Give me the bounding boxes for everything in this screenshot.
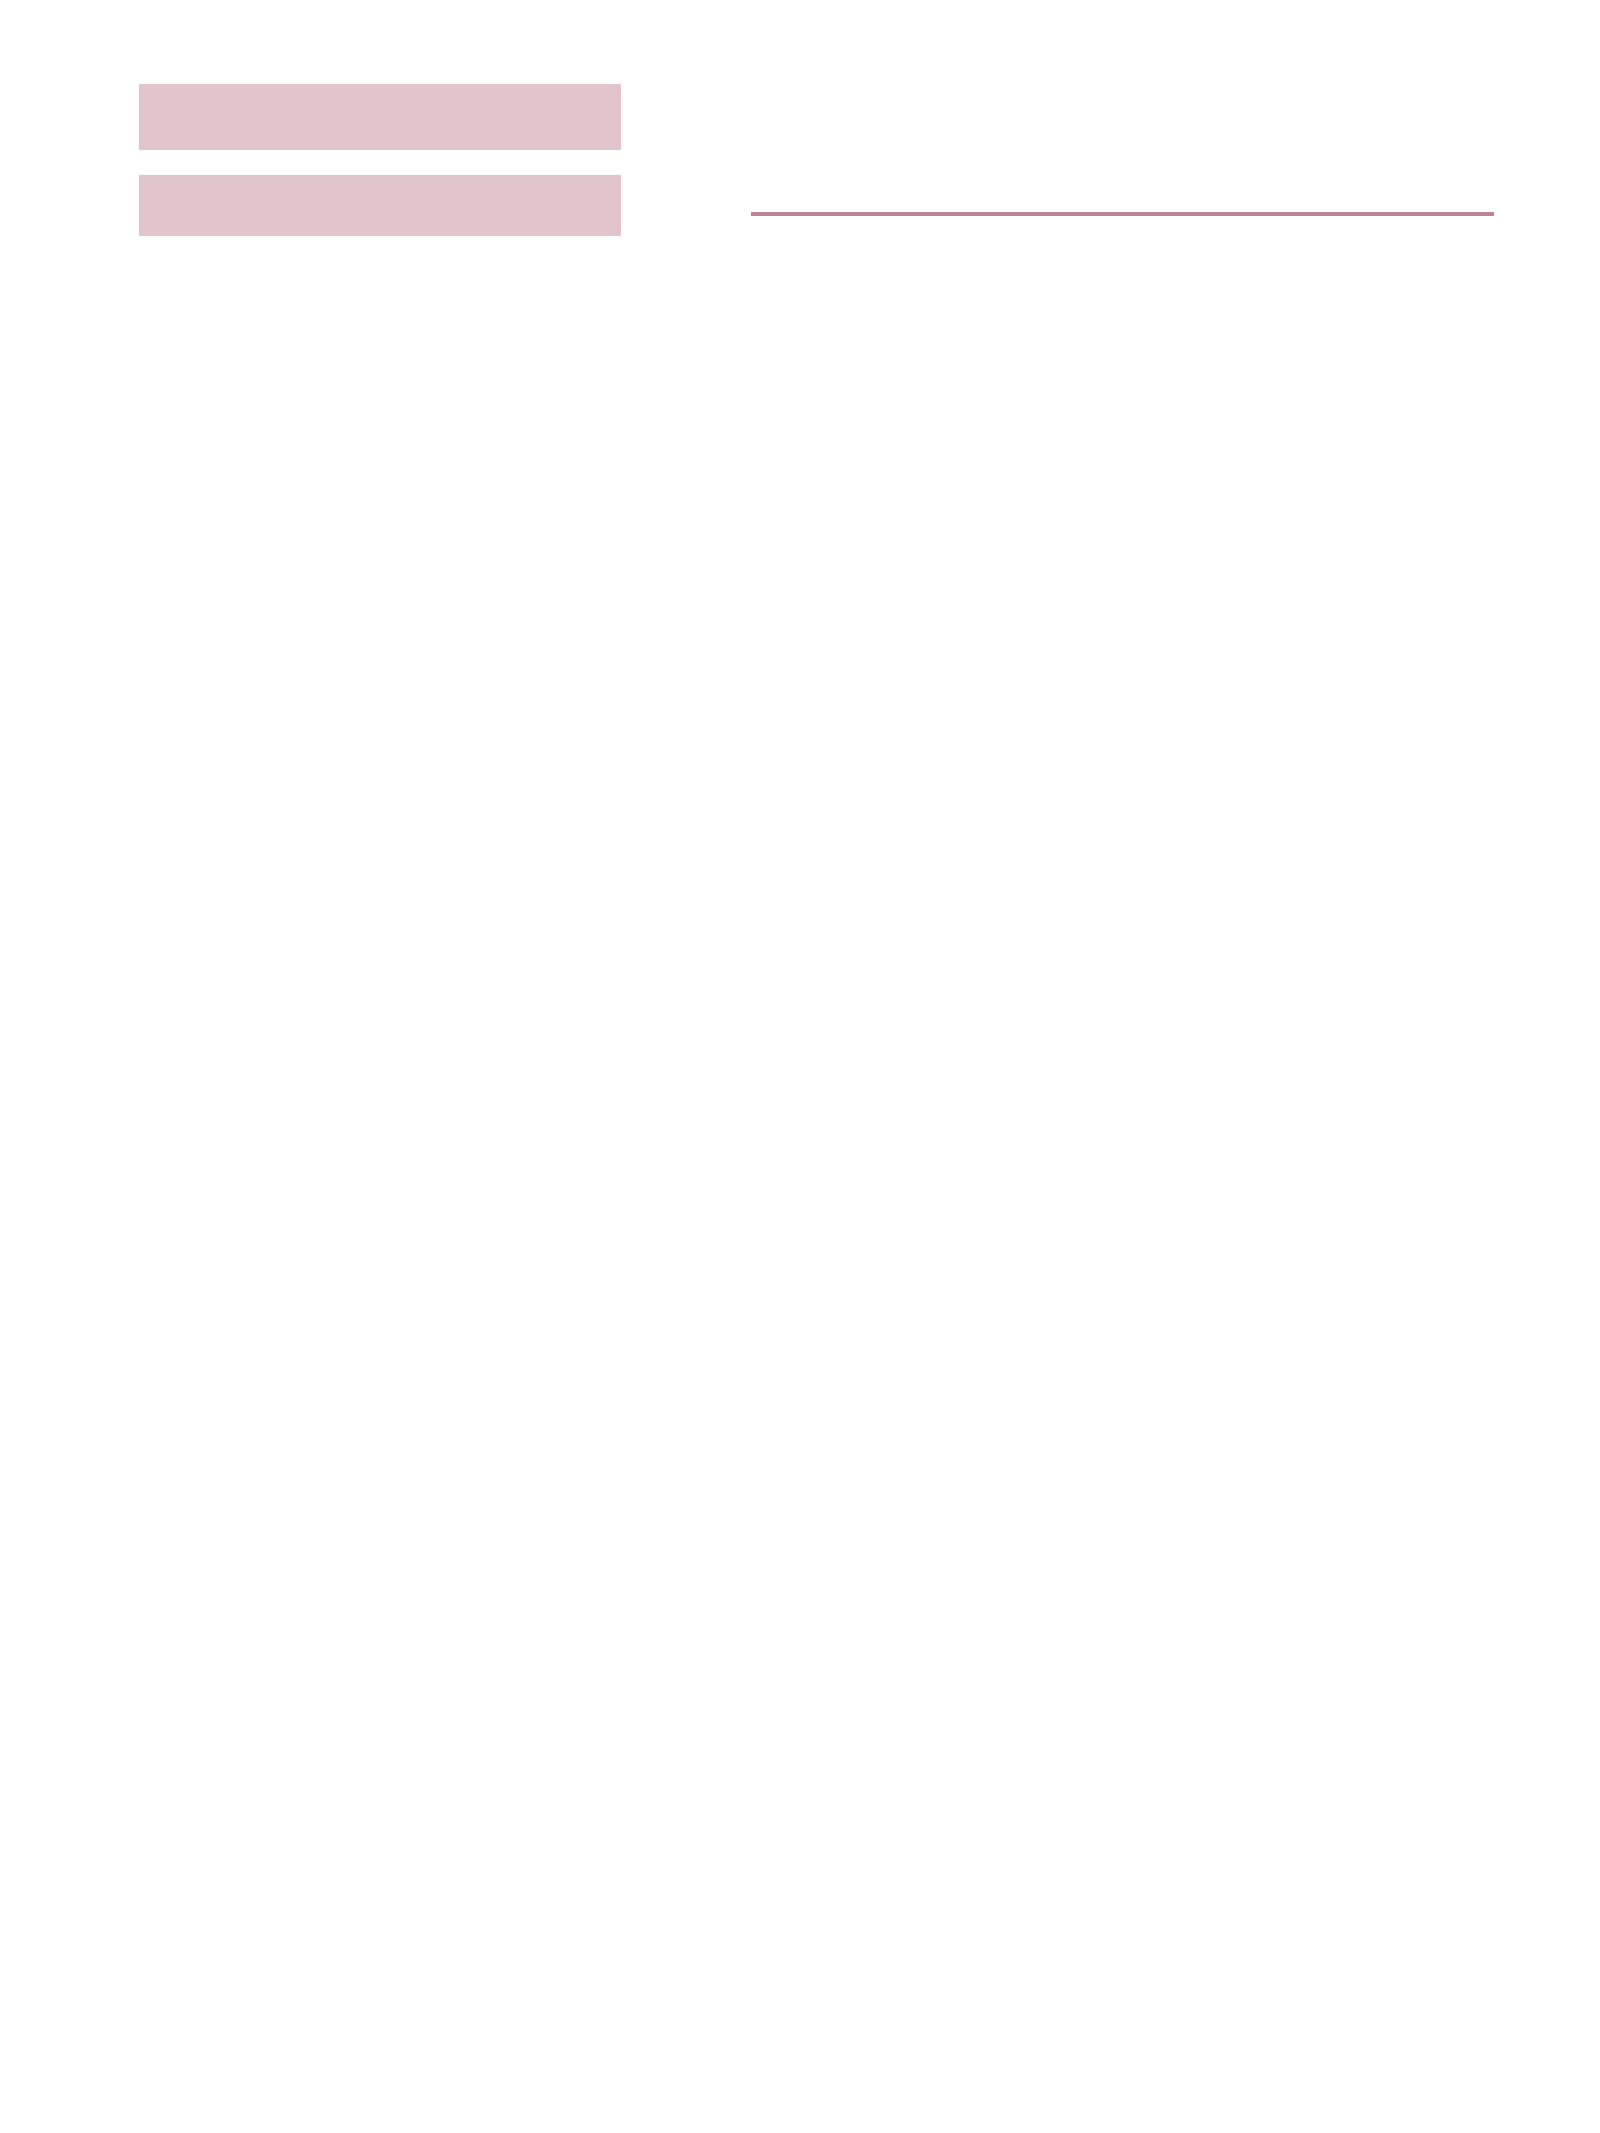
memo-grid xyxy=(732,1046,1502,2066)
todo-heading-rule xyxy=(751,212,1494,216)
date-label-box xyxy=(139,84,621,150)
timetable-label-box xyxy=(139,175,621,236)
